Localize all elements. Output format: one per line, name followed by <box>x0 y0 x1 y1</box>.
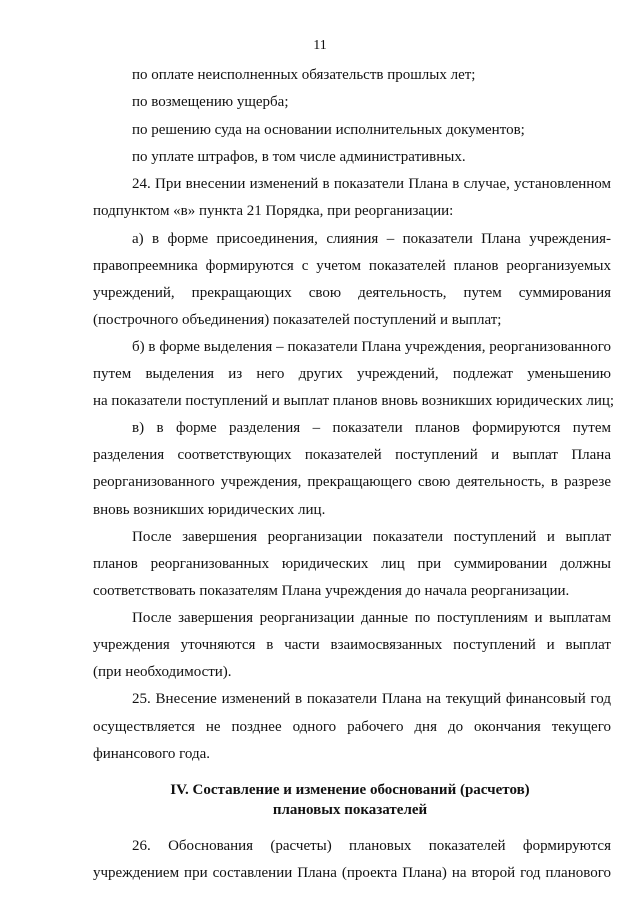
text-line: правопреемника формируются с учетом показателей планов реорганизуемых <box>93 258 611 274</box>
text-line: После завершения реорганизации данные по поступлениям и выплатам <box>132 610 611 626</box>
text-line: путем выделения из него других учреждений, подлежат уменьшению <box>93 366 611 382</box>
text-line: учреждением при составлении Плана (проекта Плана) на второй год планового <box>93 865 611 881</box>
text-line: вновь возникших юридических лиц. <box>93 502 326 518</box>
text-line: планов реорганизованных юридических лиц при суммировании должны <box>93 556 611 572</box>
page-number: 11 <box>313 38 327 53</box>
text-line: по оплате неисполненных обязательств прошлых лет; <box>132 67 476 83</box>
text-line: (построчного объединения) показателей поступлений и выплат; <box>93 312 502 328</box>
text-line: соответствовать показателям Плана учреждения до начала реорганизации. <box>93 583 570 599</box>
text-line: После завершения реорганизации показатели поступлений и выплат <box>132 529 611 545</box>
text-line: 25. Внесение изменений в показатели Плана на текущий финансовый год <box>132 691 611 707</box>
text-line: б) в форме выделения – показатели Плана учреждения, реорганизованного <box>132 339 611 355</box>
text-line: в) в форме разделения – показатели планов формируются путем <box>132 420 611 436</box>
text-line: разделения соответствующих показателей поступлений и выплат Плана <box>93 447 611 463</box>
text-line: на показатели поступлений и выплат планов вновь возникших юридических лиц; <box>93 393 615 409</box>
text-line: реорганизованного учреждения, прекращающего свою деятельность, в разрезе <box>93 474 611 490</box>
text-line: по решению суда на основании исполнительных документов; <box>132 122 525 138</box>
text-line: (при необходимости). <box>93 664 232 680</box>
text-line: а) в форме присоединения, слияния – показатели Плана учреждения- <box>132 231 611 247</box>
text-line: 24. При внесении изменений в показатели Плана в случае, установленном <box>132 176 611 192</box>
text-line: финансового года. <box>93 746 211 762</box>
section-heading: плановых показателей <box>272 802 428 818</box>
text-line: 26. Обоснования (расчеты) плановых показателей формируются <box>132 838 611 854</box>
text-line: подпунктом «в» пункта 21 Порядка, при реорганизации: <box>93 203 454 219</box>
section-heading: IV. Составление и изменение обоснований (расчетов) <box>170 782 530 798</box>
text-line: учреждения уточняются в части взаимосвязанных поступлений и выплат <box>93 637 611 653</box>
text-line: по возмещению ущерба; <box>132 94 289 110</box>
text-line: учреждений, прекращающих свою деятельность, путем суммирования <box>93 285 611 301</box>
text-line: осуществляется не позднее одного рабочего дня до окончания текущего <box>93 719 611 735</box>
text-line: по уплате штрафов, в том числе административных. <box>132 149 466 165</box>
